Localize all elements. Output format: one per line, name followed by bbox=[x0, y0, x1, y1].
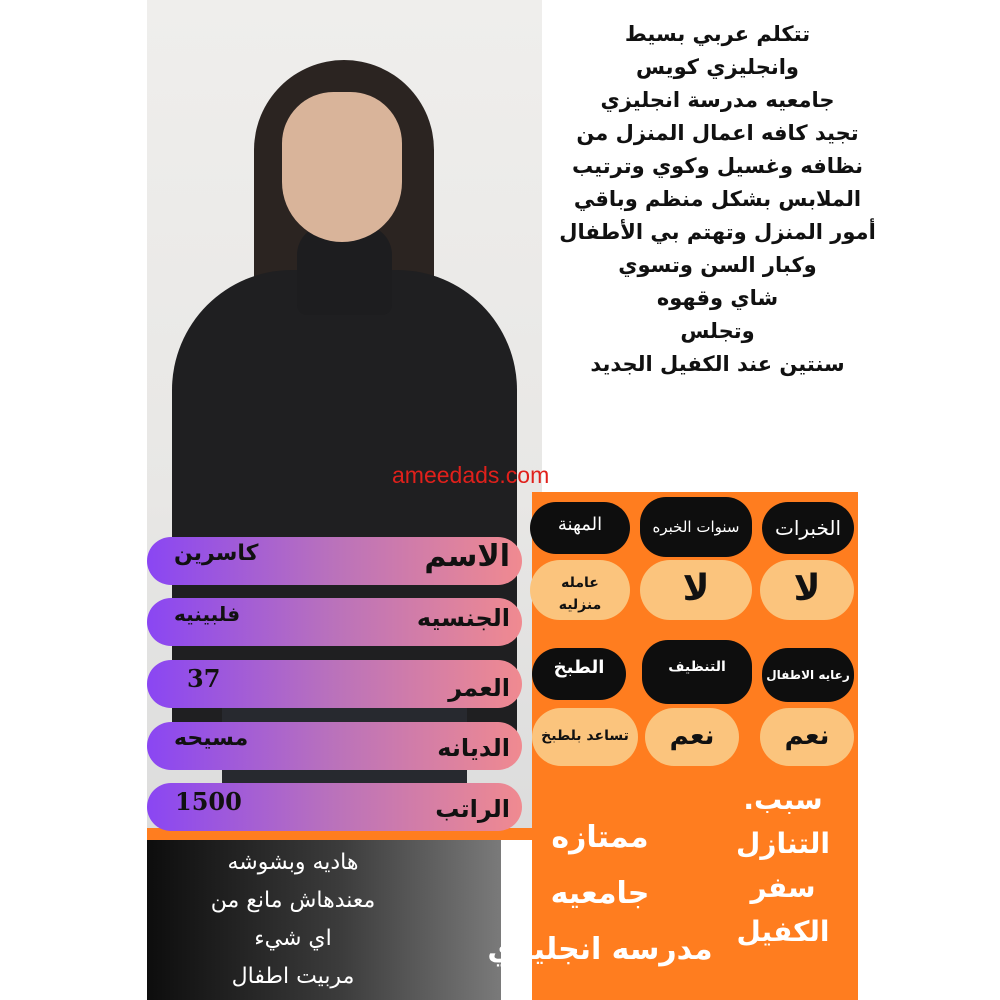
qualification-block bbox=[465, 810, 735, 978]
description-line: وتجلس bbox=[680, 319, 755, 343]
notes-text bbox=[143, 844, 443, 996]
website-watermark: ameedads.com bbox=[392, 462, 550, 488]
description-line: الملابس بشكل منظم وباقي bbox=[573, 187, 862, 211]
name-value: كاسرين bbox=[174, 541, 259, 566]
reason-block bbox=[718, 778, 848, 954]
reason-line: التنازل bbox=[736, 827, 830, 860]
name-label: الاسم bbox=[424, 539, 510, 574]
religion-value: مسيحه bbox=[174, 726, 249, 751]
experience-years-value: لا bbox=[640, 560, 752, 620]
profession-value-line: عامله bbox=[561, 575, 599, 591]
qualification-line: ممتازه bbox=[551, 820, 649, 855]
profession-value bbox=[530, 560, 630, 620]
reason-line: سفر bbox=[750, 871, 816, 904]
experiences-header: الخبرات bbox=[762, 502, 854, 554]
childcare-header: رعايه الاطفال bbox=[762, 648, 854, 702]
cleaning-header: التنظيف bbox=[642, 640, 752, 704]
qualification-line: جامعيه bbox=[550, 876, 650, 911]
cleaning-value: نعم bbox=[645, 708, 739, 766]
childcare-value: نعم bbox=[760, 708, 854, 766]
profession-header: المهنة bbox=[530, 502, 630, 554]
description-line: شاي وقهوه bbox=[656, 286, 779, 310]
description-line: سنتين عند الكفيل الجديد bbox=[590, 352, 845, 376]
nationality-value: فلبينيه bbox=[174, 602, 241, 626]
experiences-value: لا bbox=[760, 560, 854, 620]
age-row bbox=[147, 660, 522, 708]
description-line: جامعيه مدرسة انجليزي bbox=[600, 88, 835, 112]
description-line: وانجليزي كويس bbox=[636, 55, 799, 79]
description-line: وكبار السن وتسوي bbox=[618, 253, 817, 277]
salary-label: الراتب bbox=[435, 795, 510, 823]
description-block bbox=[545, 18, 890, 381]
notes-line: معندهاش مانع من bbox=[210, 888, 376, 913]
age-value: 37 bbox=[187, 664, 221, 693]
description-line: نظافه وغسيل وكوي وترتيب bbox=[571, 154, 864, 178]
reason-line: الكفيل bbox=[736, 915, 830, 948]
nationality-row bbox=[147, 598, 522, 646]
age-label: العمر bbox=[448, 674, 510, 702]
notes-box bbox=[147, 840, 501, 1000]
description-line: تتكلم عربي بسيط bbox=[624, 22, 811, 46]
cooking-header: الطبخ bbox=[532, 648, 626, 700]
profession-value-line: منزليه bbox=[558, 597, 602, 613]
photo-face bbox=[282, 92, 402, 242]
notes-line: اي شيء bbox=[254, 926, 332, 951]
salary-value: 1500 bbox=[175, 787, 242, 816]
religion-row bbox=[147, 722, 522, 770]
description-line: أمور المنزل وتهتم بي الأطفال bbox=[559, 220, 876, 244]
notes-line: هاديه وبشوشه bbox=[227, 850, 359, 875]
religion-label: الديانه bbox=[437, 734, 510, 762]
cooking-value: تساعد بلطبخ bbox=[532, 708, 638, 766]
qualification-line: مدرسه انجليزي bbox=[487, 932, 713, 967]
reason-line: سبب. bbox=[743, 783, 823, 816]
experience-years-header: سنوات الخبره bbox=[640, 497, 752, 557]
nationality-label: الجنسيه bbox=[416, 604, 510, 632]
notes-line: مربيت اطفال bbox=[231, 964, 355, 989]
description-line: تجيد كافه اعمال المنزل من bbox=[576, 121, 859, 145]
name-row bbox=[147, 537, 522, 585]
